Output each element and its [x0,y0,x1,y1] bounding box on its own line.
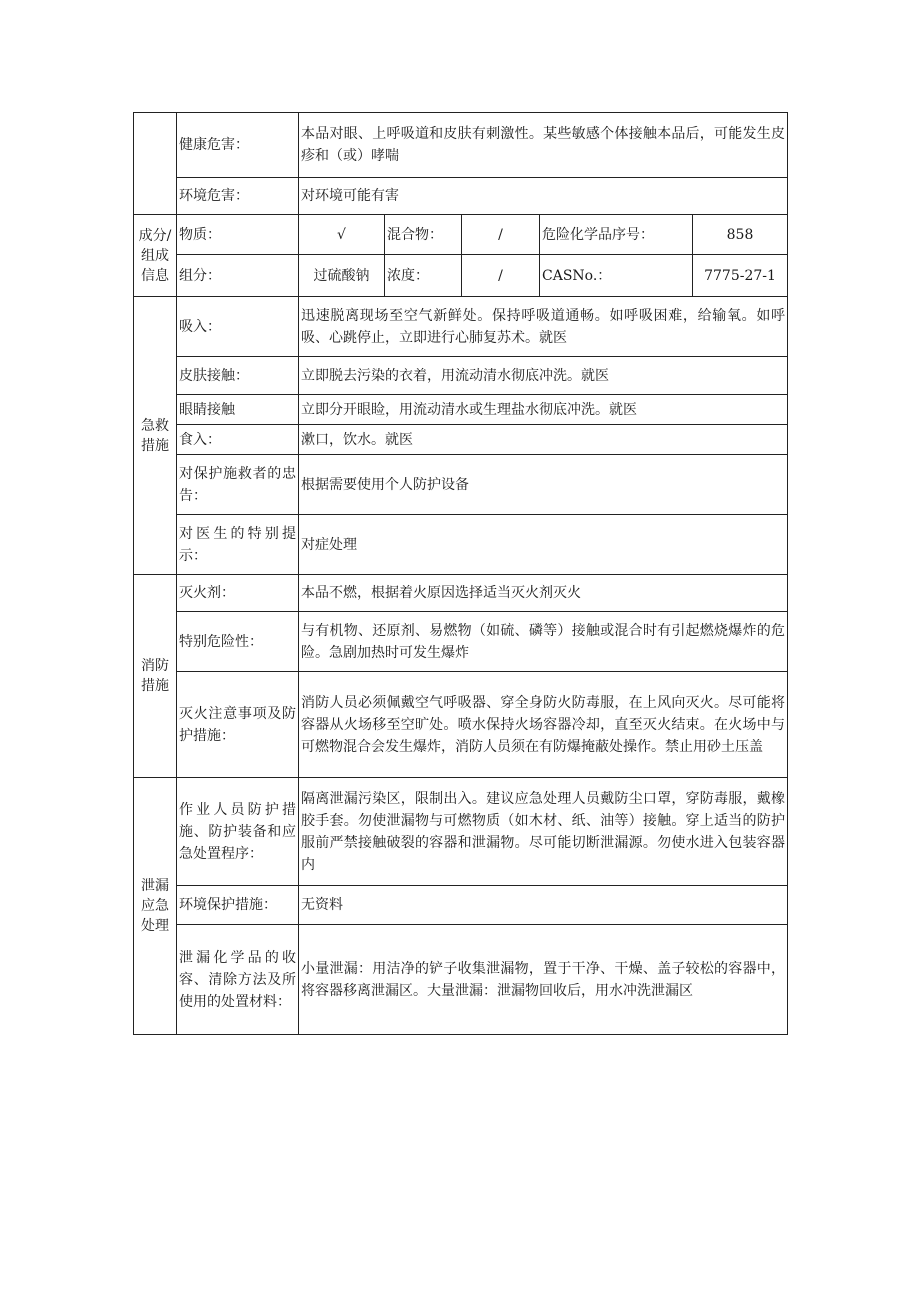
mixture-label: 混合物： [385,215,462,255]
table-row [134,215,788,255]
personnel-protection-label: 作业人员防护措施、防护装备和应急处置程序： [177,778,299,886]
eye-contact-label: 眼睛接触 [177,395,299,425]
cas-value: 7775-27-1 [693,255,788,297]
hazchem-no-value: 858 [693,215,788,255]
ingestion-label: 食入： [177,425,299,455]
special-hazard-label: 特别危险性： [177,612,299,672]
doctor-note-label: 对医生的特别提示： [177,515,299,575]
cleanup-method-label: 泄漏化学品的收容、清除方法及所使用的处置材料： [177,925,299,1035]
table-row [134,113,788,178]
component-label: 组分： [177,255,299,297]
section-composition [134,215,177,297]
doctor-note-text: 对症处理 [299,515,788,575]
section-cell-hazard-continued [134,113,177,215]
table-row [134,178,788,215]
skin-contact-label: 皮肤接触： [177,357,299,395]
concentration-value: / [462,255,540,297]
rescuer-advice-label: 对保护施救者的忠告： [177,455,299,515]
fire-precautions-text: 消防人员必须佩戴空气呼吸器、穿全身防火防毒服，在上风向灭火。尽可能将容器从火场移至空旷处。喷水保持火场容器冷却，直至灭火结束。在火场中与可燃物混合会发生爆炸，消防人员须在有防爆掩蔽处操作。禁止用砂土压盖 [299,672,788,778]
section-title-composition: 成分/组成信息 [138,227,172,284]
env-hazard-label: 环境危害： [177,178,299,215]
table-row [134,886,788,925]
table-row [134,255,788,297]
personnel-protection-text: 隔离泄漏污染区，限制出入。建议应急处理人员戴防尘口罩，穿防毒服，戴橡胶手套。勿使泄漏物与可燃物质（如木材、纸、油等）接触。穿上适当的防护服前严禁接触破裂的容器和泄漏物。尽可能切断泄漏源。勿使水进入包装容器内 [299,778,788,886]
inhalation-text: 迅速脱离现场至空气新鲜处。保持呼吸道通畅。如呼吸困难，给输氧。如呼吸、心跳停止，立即进行心肺复苏术。就医 [299,297,788,357]
table-row [134,575,788,612]
component-value: 过硫酸钠 [299,255,385,297]
eye-contact-text: 立即分开眼睑，用流动清水或生理盐水彻底冲洗。就医 [299,395,788,425]
table-row [134,612,788,672]
mixture-value: / [462,215,540,255]
table-row [134,925,788,1035]
table-row [134,425,788,455]
table-row [134,778,788,886]
table-row [134,297,788,357]
hazchem-no-label: 危险化学品序号： [540,215,693,255]
env-protection-text: 无资料 [299,886,788,925]
env-protection-label: 环境保护措施： [177,886,299,925]
health-hazard-label: 健康危害： [177,113,299,178]
substance-value: √ [299,215,385,255]
health-hazard-text: 本品对眼、上呼吸道和皮肤有刺激性。某些敏感个体接触本品后，可能发生皮疹和（或）哮喘 [299,113,788,178]
cleanup-method-text: 小量泄漏：用洁净的铲子收集泄漏物，置于干净、干燥、盖子较松的容器中，将容器移离泄漏区。大量泄漏：泄漏物回收后，用水冲洗泄漏区 [299,925,788,1035]
section-first-aid [134,297,177,575]
rescuer-advice-text: 根据需要使用个人防护设备 [299,455,788,515]
table-row [134,455,788,515]
table-row [134,672,788,778]
cas-label: CASNo.： [540,255,693,297]
special-hazard-text: 与有机物、还原剂、易燃物（如硫、磷等）接触或混合时有引起燃烧爆炸的危险。急剧加热时可发生爆炸 [299,612,788,672]
msds-table [133,112,788,1035]
env-hazard-text: 对环境可能有害 [299,178,788,215]
section-spill [134,778,177,1035]
inhalation-label: 吸入： [177,297,299,357]
substance-label: 物质： [177,215,299,255]
section-title-spill: 泄漏应急处理 [141,878,169,934]
table-row [134,357,788,395]
table-row [134,515,788,575]
skin-contact-text: 立即脱去污染的衣着，用流动清水彻底冲洗。就医 [299,357,788,395]
extinguishing-agent-text: 本品不燃，根据着火原因选择适当灭火剂灭火 [299,575,788,612]
fire-precautions-label: 灭火注意事项及防护措施： [177,672,299,778]
concentration-label: 浓度： [385,255,462,297]
extinguishing-agent-label: 灭火剂： [177,575,299,612]
section-title-first-aid: 急救措施 [141,417,169,454]
table-row [134,395,788,425]
section-firefighting [134,575,177,778]
section-title-firefighting: 消防措施 [141,658,169,694]
ingestion-text: 漱口，饮水。就医 [299,425,788,455]
